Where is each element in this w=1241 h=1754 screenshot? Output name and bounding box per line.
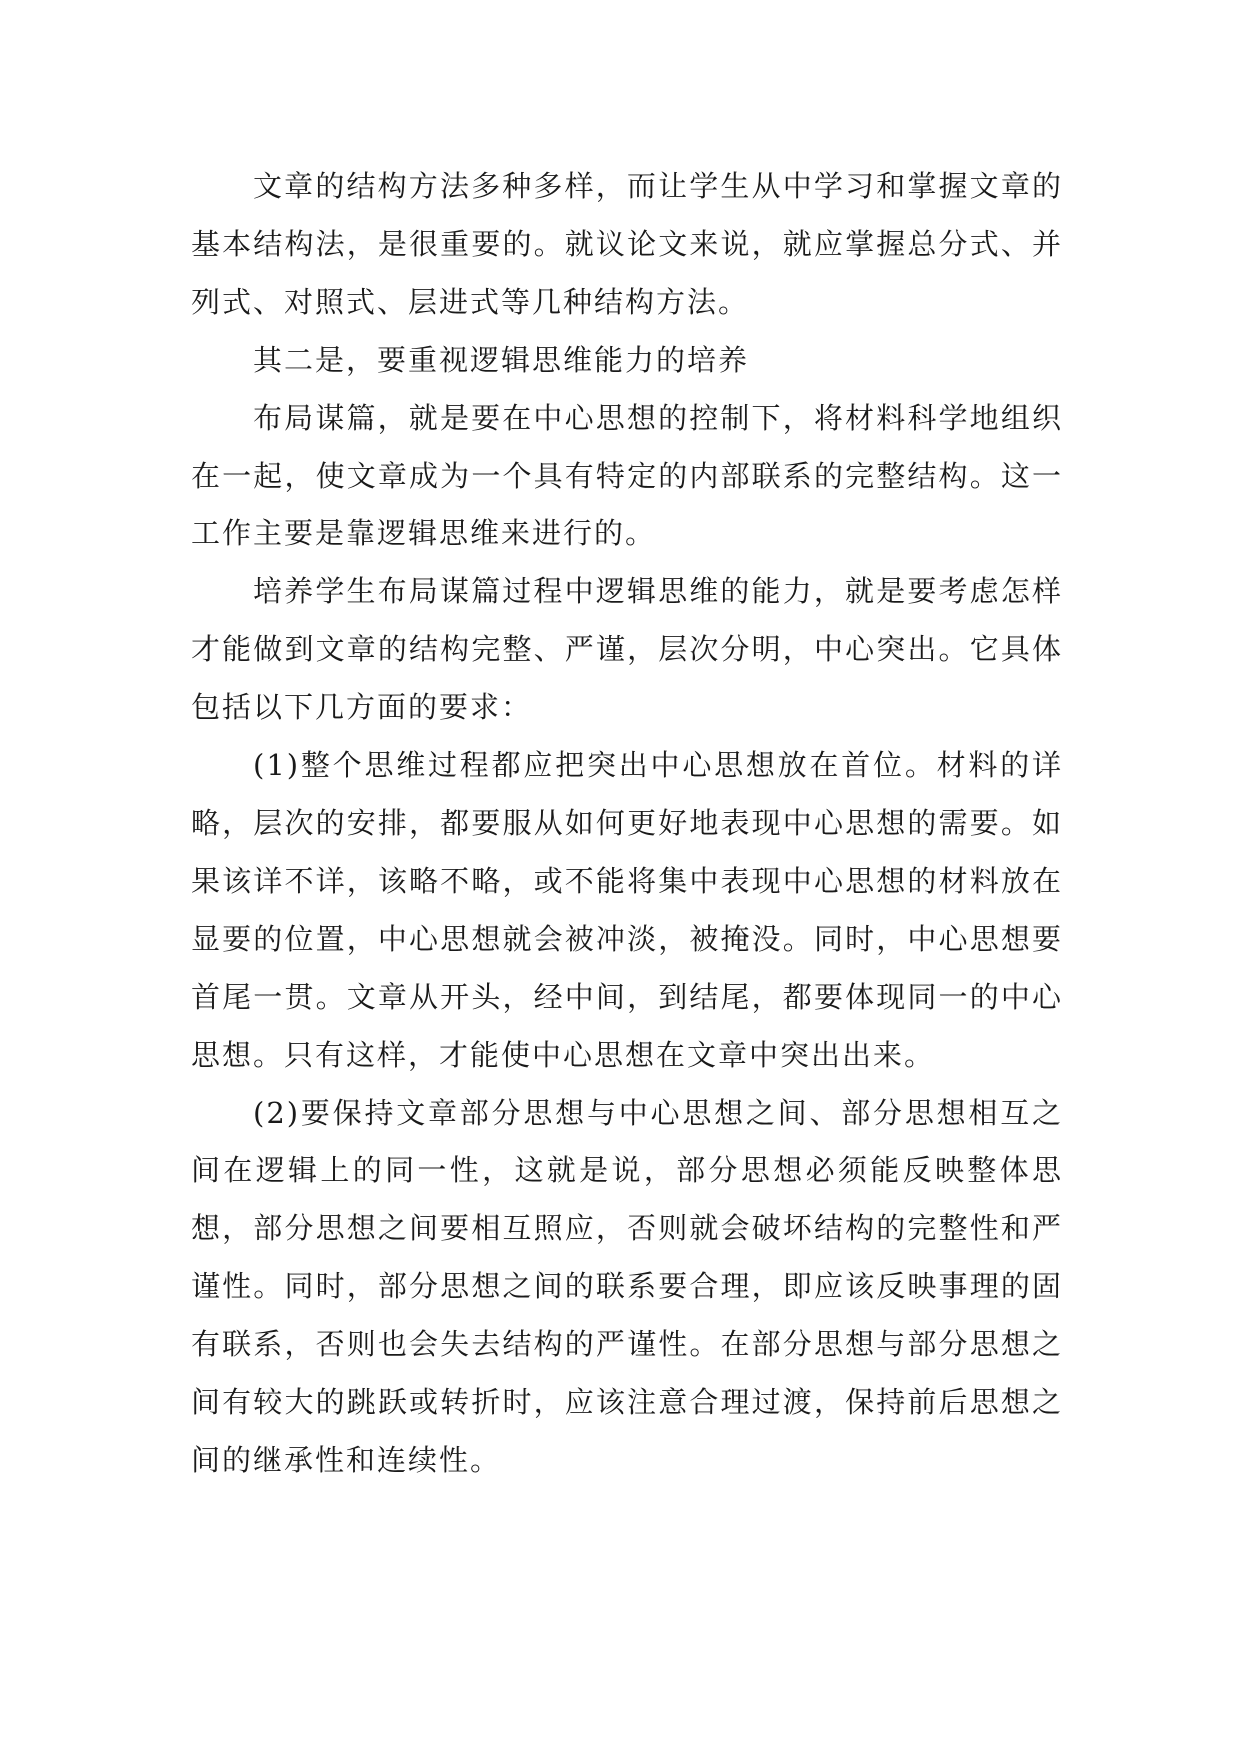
paragraph-requirement-1: (1)整个思维过程都应把突出中心思想放在首位。材料的详略，层次的安排，都要服从如何更好地表现中心思想的需要。如果该详不详，该略不略，或不能将集中表现中心思想的材料放在显要的位置，中心思想就会被冲淡，被掩没。同时，中心思想要首尾一贯。文章从开头，经中间，到结尾，都要体现同一的中心思想。只有这样，才能使中心思想在文章中突出出来。	[191, 748, 1063, 1072]
document-body	[191, 158, 1063, 1490]
paragraph-logic-heading: 其二是，要重视逻辑思维能力的培养	[253, 342, 750, 377]
paragraph-requirement-2: (2)要保持文章部分思想与中心思想之间、部分思想相互之间在逻辑上的同一性，这就是说，部分思想必须能反映整体思想，部分思想之间要相互照应，否则就会破坏结构的完整性和严谨性。同时，部分思想之间的联系要合理，即应该反映事理的固有联系，否则也会失去结构的严谨性。在部分思想与部分思想之间有较大的跳跃或转折时，应该注意合理过渡，保持前后思想之间的继承性和连续性。	[191, 1095, 1063, 1477]
paragraph-structure-methods: 文章的结构方法多种多样，而让学生从中学习和掌握文章的基本结构法，是很重要的。就议论文来说，就应掌握总分式、并列式、对照式、层进式等几种结构方法。	[191, 169, 1063, 319]
paragraph-cultivate-ability: 培养学生布局谋篇过程中逻辑思维的能力，就是要考虑怎样才能做到文章的结构完整、严谨，层次分明，中心突出。它具体包括以下几方面的要求：	[191, 574, 1063, 725]
paragraph-layout-planning: 布局谋篇，就是要在中心思想的控制下，将材料科学地组织在一起，使文章成为一个具有特定的内部联系的完整结构。这一工作主要是靠逻辑思维来进行的。	[191, 400, 1063, 551]
